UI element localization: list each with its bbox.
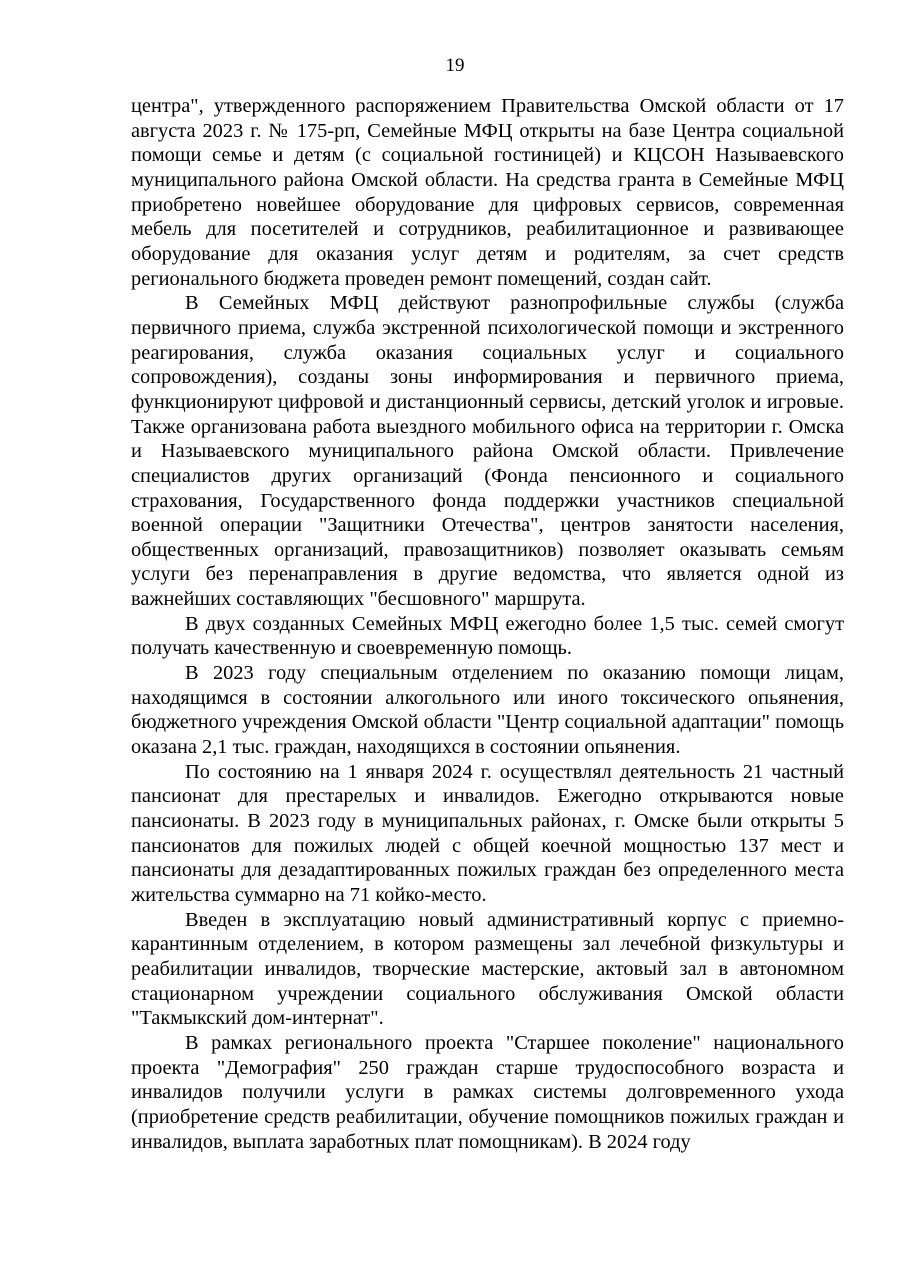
page-number: 19 [445, 55, 465, 76]
paragraph-takmyk-building: Введен в эксплуатацию новый административный корпус с приемно-карантинным отделением, в котором размещены зал лечебной физкультуры и реабилитации инвалидов, творческие мастерские, актовый зал в автономном стационарном учреждении социального обслуживания Омской области "Такмыкский дом-интернат". [131, 908, 844, 1030]
paragraph-continuation: центра", утвержденного распоряжением Правительства Омской области от 17 августа 2023 г. № 175-рп, Семейные МФЦ открыты на базе Центра социальной помощи семье и детям (с социальной гостиницей) и КЦСОН Называевского муниципального района Омской области. На средства гранта в Семейные МФЦ приобретено новейшее оборудование для цифровых сервисов, современная мебель для посетителей и сотрудников, реабилитационное и развивающее оборудование для оказания услуг детям и родителям, за счет средств регионального бюджета проведен ремонт помещений, создан сайт. [131, 95, 844, 290]
paragraph-family-mfc-capacity: В двух созданных Семейных МФЦ ежегодно более 1,5 тыс. семей смогут получать качественную и своевременную помощь. [131, 612, 844, 660]
document-body [131, 94, 844, 1154]
paragraph-private-boarding-houses: По состоянию на 1 января 2024 г. осуществлял деятельность 21 частный пансионат для престарелых и инвалидов. Ежегодно открываются новые пансионаты. В 2023 году в муниципальных районах, г. Омске были открыты 5 пансионатов для пожилых людей с общей коечной мощностью 137 мест и пансионаты для дезадаптированных пожилых граждан без определенного места жительства суммарно на 71 койко-место. [131, 760, 844, 906]
paragraph-older-generation-project: В рамках регионального проекта "Старшее поколение" национального проекта "Демография" 250 граждан старше трудоспособного возраста и инвалидов получили услуги в рамках системы долговременного ухода (приобретение средств реабилитации, обучение помощников пожилых граждан и инвалидов, выплата заработных плат помощникам). В 2024 году [131, 1031, 844, 1153]
paragraph-family-mfc-services: В Семейных МФЦ действуют разнопрофильные службы (служба первичного приема, служба экстренной психологической помощи и экстренного реагирования, служба оказания социальных услуг и социального сопровождения), созданы зоны информирования и первичного приема, функционируют цифровой и дистанционный сервисы, детский уголок и игровые. Также организована работа выездного мобильного офиса на территории г. Омска и Называевского муниципального района Омской области. Привлечение специалистов других организаций (Фонда пенсионного и социального страхования, Государственного фонда поддержки участников специальной военной операции "Защитники Отечества", центров занятости населения, общественных организаций, правозащитников) позволяет оказывать семьям услуги без перенаправления в другие ведомства, что является одной из важнейших составляющих "бесшовного" маршрута. [131, 292, 844, 611]
paragraph-social-adaptation-center: В 2023 году специальным отделением по оказанию помощи лицам, находящимся в состоянии алкогольного или иного токсического опьянения, бюджетного учреждения Омской области "Центр социальной адаптации" помощь оказана 2,1 тыс. граждан, находящихся в состоянии опьянения. [131, 662, 844, 759]
